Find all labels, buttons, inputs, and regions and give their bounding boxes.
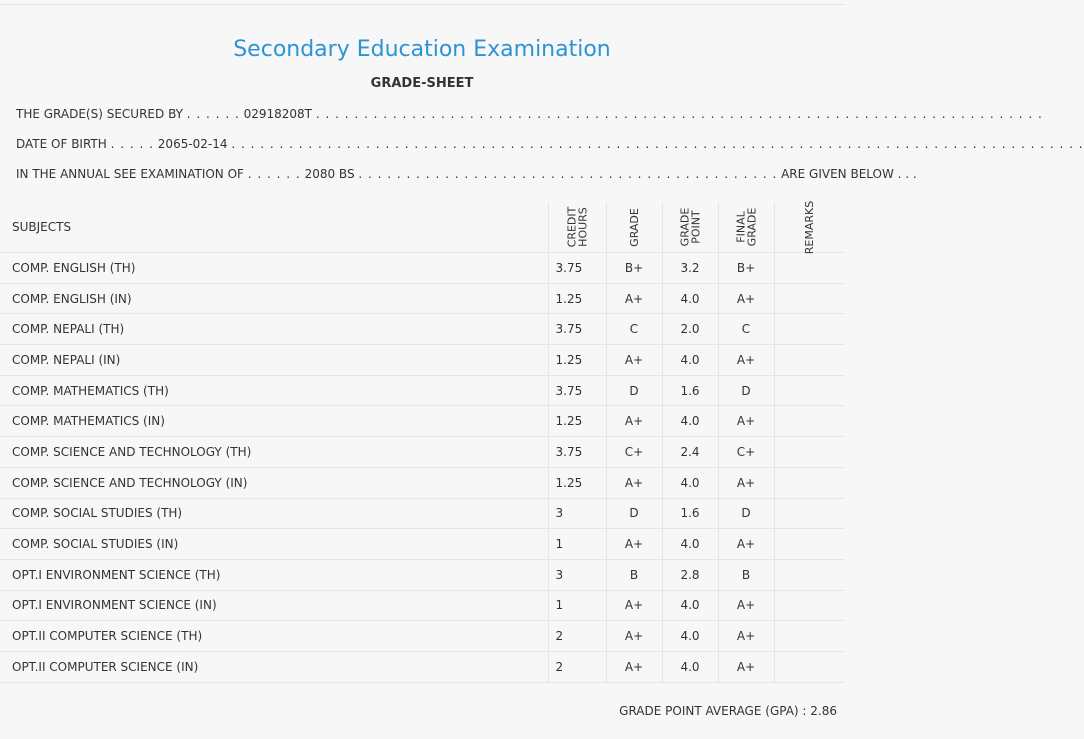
grade-point-header [662,202,718,253]
credit-hours-cell: 3.75 [548,253,606,284]
subject-cell: OPT.I ENVIRONMENT SCIENCE (TH) [0,559,548,590]
dob-dots-post: . . . . . . . . . . . . . . . . . . . . . . . . . . . . . . . . . . . . . . . . . . . . . . . . . . . . . . . . . . . . . . . . . . . . . . . . . . . . . . . . . . . . . . . . . [231,137,1084,151]
grade-cell: A+ [606,621,662,652]
table-row [0,559,844,590]
remarks-cell [774,590,844,621]
grade-point-cell: 4.0 [662,621,718,652]
subject-cell: COMP. SOCIAL STUDIES (IN) [0,529,548,560]
secured-by-dots-pre: . . . . . . [186,107,240,121]
final-grade-header-line2: GRADE [744,207,758,246]
remarks-cell [774,314,844,345]
subject-cell: OPT.I ENVIRONMENT SCIENCE (IN) [0,590,548,621]
subject-cell: COMP. ENGLISH (IN) [0,283,548,314]
final-grade-cell: A+ [718,621,774,652]
subject-cell: COMP. MATHEMATICS (IN) [0,406,548,437]
grade-point-cell: 2.0 [662,314,718,345]
grade-point-cell: 4.0 [662,651,718,682]
credit-hours-cell: 3 [548,498,606,529]
exam-line [16,167,917,181]
subjects-header: SUBJECTS [12,220,72,234]
final-grade-header [718,202,774,253]
top-divider [0,4,844,5]
grade-cell: D [606,375,662,406]
secured-by-label: THE GRADE(S) SECURED BY [16,107,183,121]
credit-hours-cell: 1.25 [548,345,606,376]
secured-by-line [16,107,1043,121]
grade-point-cell: 1.6 [662,498,718,529]
gpa-value: 2.86 [810,704,837,718]
final-grade-cell: A+ [718,590,774,621]
grade-point-cell: 4.0 [662,406,718,437]
grade-point-cell: 4.0 [662,345,718,376]
grade-cell: B [606,559,662,590]
remarks-header-label: REMARKS [802,200,816,255]
grade-point-cell: 1.6 [662,375,718,406]
table-row [0,498,844,529]
subject-cell: COMP. SOCIAL STUDIES (TH) [0,498,548,529]
remarks-cell [774,437,844,468]
symbol-number: 02918208T [243,107,313,121]
secured-by-dots-post: . . . . . . . . . . . . . . . . . . . . . . . . . . . . . . . . . . . . . . . . . . . . . . . . . . . . . . . . . . . . . . . . . . . . . . . . . . . . [315,107,1043,121]
final-grade-cell: B+ [718,253,774,284]
remarks-cell [774,498,844,529]
credit-hours-cell: 3 [548,559,606,590]
credit-hours-cell: 3.75 [548,437,606,468]
remarks-cell [774,406,844,437]
table-row [0,406,844,437]
table-row [0,375,844,406]
credit-hours-header-line1: CREDIT [565,206,578,247]
remarks-cell [774,253,844,284]
subject-cell: COMP. NEPALI (TH) [0,314,548,345]
final-grade-header-line1: FINAL [733,210,747,243]
gpa-summary [619,704,837,718]
grade-cell: A+ [606,590,662,621]
remarks-cell [774,283,844,314]
remarks-cell [774,345,844,376]
final-grade-cell: A+ [718,406,774,437]
exam-label: IN THE ANNUAL SEE EXAMINATION OF [16,167,244,181]
gpa-label: GRADE POINT AVERAGE (GPA) : [619,704,807,718]
subject-cell: COMP. NEPALI (IN) [0,345,548,376]
table-row [0,529,844,560]
table-header-row [0,202,844,253]
final-grade-cell: A+ [718,345,774,376]
table-row [0,467,844,498]
credit-hours-cell: 1.25 [548,406,606,437]
grade-cell: A+ [606,406,662,437]
remarks-cell [774,375,844,406]
credit-hours-header-line2: HOURS [576,206,589,247]
final-grade-cell: B [718,559,774,590]
grade-cell: C [606,314,662,345]
credit-hours-cell: 3.75 [548,314,606,345]
dob-label: DATE OF BIRTH [16,137,107,151]
final-grade-cell: A+ [718,283,774,314]
credit-hours-cell: 1 [548,590,606,621]
table-row [0,253,844,284]
grade-point-cell: 4.0 [662,283,718,314]
subject-cell: COMP. SCIENCE AND TECHNOLOGY (TH) [0,437,548,468]
remarks-cell [774,467,844,498]
grade-point-header-line1: GRADE [677,207,691,246]
exam-dots-pre: . . . . . . [247,167,301,181]
grade-cell: A+ [606,651,662,682]
subject-cell: COMP. SCIENCE AND TECHNOLOGY (IN) [0,467,548,498]
final-grade-cell: C+ [718,437,774,468]
grade-cell: D [606,498,662,529]
credit-hours-cell: 2 [548,621,606,652]
grade-cell: A+ [606,345,662,376]
final-grade-cell: A+ [718,651,774,682]
credit-hours-cell: 1.25 [548,467,606,498]
credit-hours-cell: 1 [548,529,606,560]
grade-table [0,202,844,683]
final-grade-cell: A+ [718,529,774,560]
exam-suffix: ARE GIVEN BELOW . . . [781,167,917,181]
subject-cell: OPT.II COMPUTER SCIENCE (IN) [0,651,548,682]
subject-cell: OPT.II COMPUTER SCIENCE (TH) [0,621,548,652]
remarks-cell [774,559,844,590]
grade-header [606,202,662,253]
final-grade-cell: C [718,314,774,345]
remarks-cell [774,651,844,682]
exam-year: 2080 BS [304,167,355,181]
grade-cell: A+ [606,283,662,314]
grade-point-cell: 4.0 [662,529,718,560]
remarks-header [774,202,844,253]
grade-point-cell: 3.2 [662,253,718,284]
grade-point-cell: 4.0 [662,590,718,621]
remarks-cell [774,529,844,560]
grade-cell: C+ [606,437,662,468]
table-row [0,314,844,345]
final-grade-cell: A+ [718,467,774,498]
table-row [0,345,844,376]
grade-point-cell: 2.4 [662,437,718,468]
table-row [0,621,844,652]
exam-title: Secondary Education Examination [233,37,611,62]
credit-hours-cell: 3.75 [548,375,606,406]
table-row [0,283,844,314]
subject-cell: COMP. MATHEMATICS (TH) [0,375,548,406]
table-row [0,437,844,468]
remarks-cell [774,621,844,652]
sheet-title: GRADE-SHEET [370,76,474,91]
table-row [0,651,844,682]
dob-line [16,137,1084,151]
final-grade-cell: D [718,498,774,529]
final-grade-cell: D [718,375,774,406]
grade-header-label: GRADE [627,208,641,247]
grade-point-header-line2: POINT [688,209,702,244]
table-row [0,590,844,621]
credit-hours-cell: 1.25 [548,283,606,314]
dob-value: 2065-02-14 [157,137,228,151]
grade-point-cell: 4.0 [662,467,718,498]
grade-cell: A+ [606,529,662,560]
credit-hours-cell: 2 [548,651,606,682]
grade-point-cell: 2.8 [662,559,718,590]
grade-cell: A+ [606,467,662,498]
subject-cell: COMP. ENGLISH (TH) [0,253,548,284]
dob-dots-pre: . . . . . [110,137,154,151]
credit-hours-header [548,202,606,253]
grade-cell: B+ [606,253,662,284]
exam-dots-post: . . . . . . . . . . . . . . . . . . . . . . . . . . . . . . . . . . . . . . . . . . . . [358,167,778,181]
